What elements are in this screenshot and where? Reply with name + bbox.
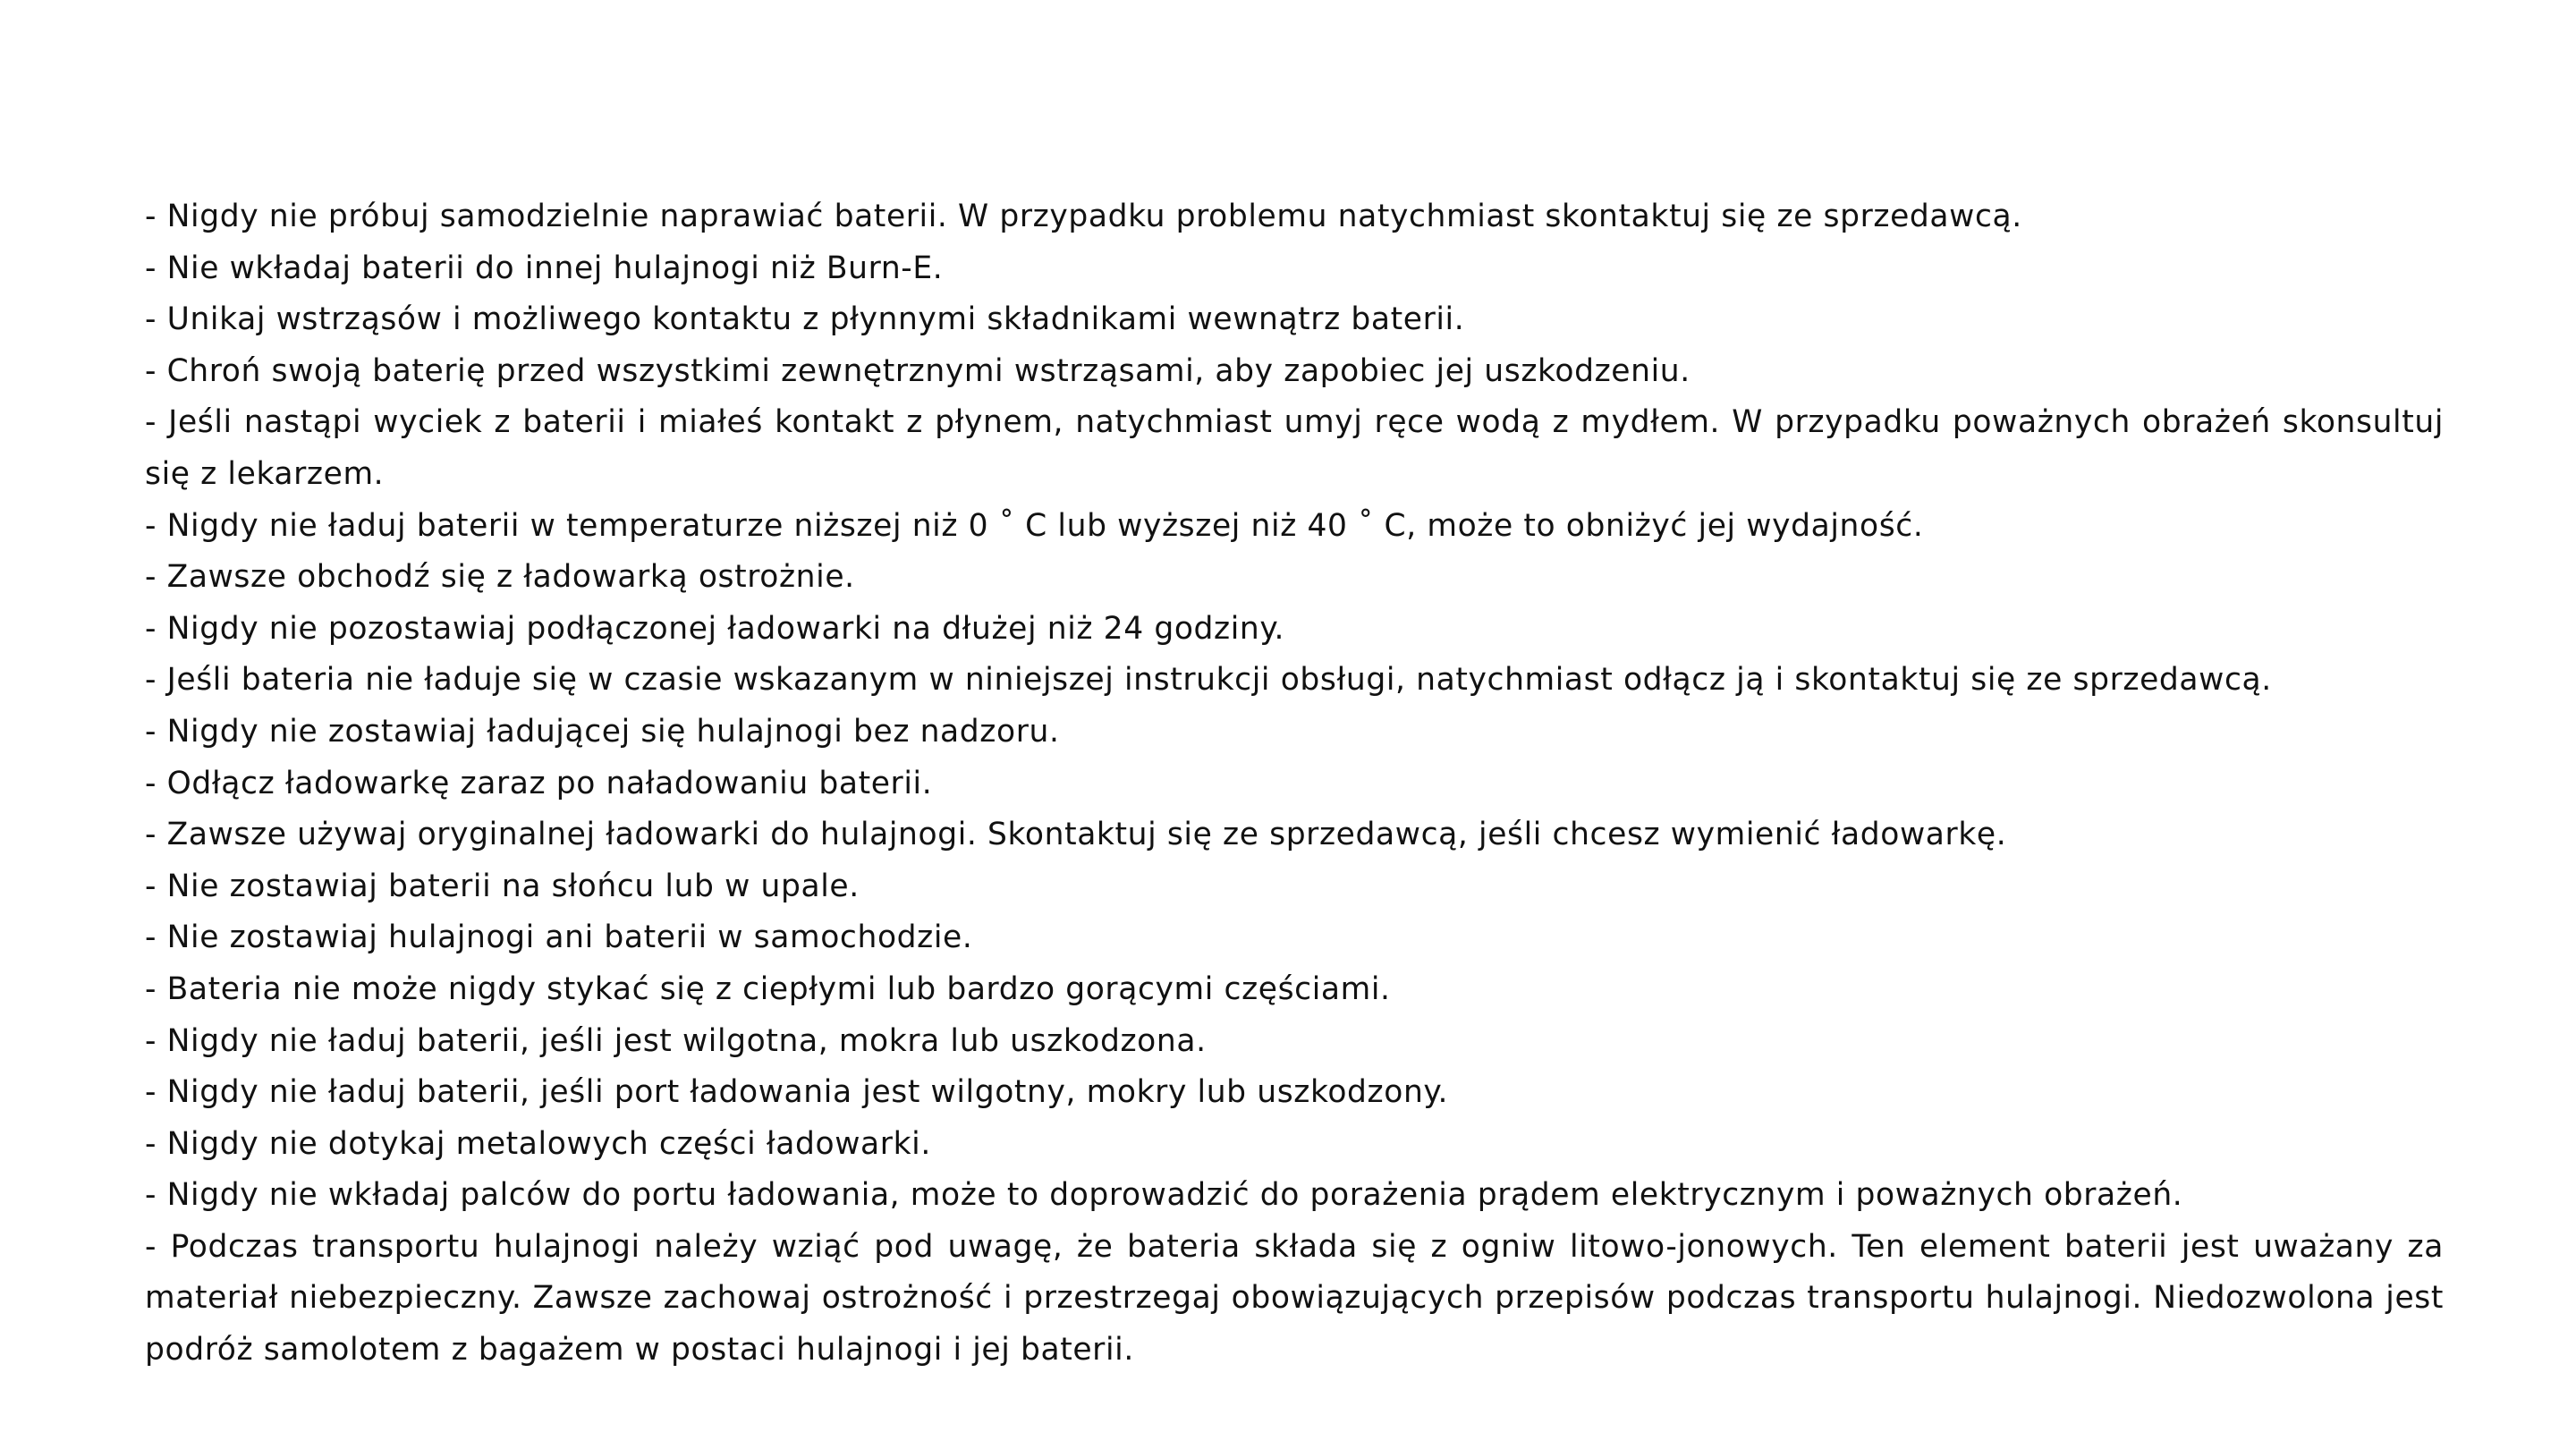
list-item: - Jeśli nastąpi wyciek z baterii i miałeś kontakt z płynem, natychmiast umyj ręce wodą z mydłem. W przypadku poważnych obrażeń skonsultuj się z lekarzem. <box>145 404 2444 492</box>
list-item: - Nie wkładaj baterii do innej hulajnogi niż Burn-E. <box>145 250 944 286</box>
list-item: - Unikaj wstrząsów i możliwego kontaktu z płynnymi składnikami wewnątrz baterii. <box>145 301 1465 338</box>
list-item: - Nigdy nie ładuj baterii w temperaturze niższej niż 0 ˚ C lub wyższej niż 40 ˚ C, może to obniżyć jej wydajność. <box>145 507 1924 544</box>
list-item: - Bateria nie może nigdy stykać się z ciepłymi lub bardzo gorącymi częściami. <box>145 970 1391 1007</box>
list-item: - Chroń swoją baterię przed wszystkimi zewnętrznymi wstrząsami, aby zapobiec jej uszkodzeniu. <box>145 352 1690 389</box>
list-item: - Nigdy nie ładuj baterii, jeśli port ładowania jest wilgotny, mokry lub uszkodzony. <box>145 1074 1449 1111</box>
safety-instructions-list <box>145 191 2444 1377</box>
list-item: - Nigdy nie dotykaj metalowych części ładowarki. <box>145 1125 931 1162</box>
list-item: - Jeśli bateria nie ładuje się w czasie wskazanym w niniejszej instrukcji obsługi, natychmiast odłącz ją i skontaktuj się ze sprzedawcą. <box>145 662 2272 699</box>
list-item: - Nie zostawiaj hulajnogi ani baterii w samochodzie. <box>145 919 973 956</box>
list-item: - Nigdy nie pozostawiaj podłączonej ładowarki na dłużej niż 24 godziny. <box>145 610 1285 647</box>
list-item: - Nigdy nie wkładaj palców do portu ładowania, może to doprowadzić do porażenia prądem elektrycznym i poważnych obrażeń. <box>145 1177 2183 1214</box>
list-item: - Nigdy nie ładuj baterii, jeśli jest wilgotna, mokra lub uszkodzona. <box>145 1022 1207 1059</box>
list-item: - Nie zostawiaj baterii na słońcu lub w upale. <box>145 868 860 904</box>
list-item: - Nigdy nie próbuj samodzielnie naprawiać baterii. W przypadku problemu natychmiast skontaktuj się ze sprzedawcą. <box>145 199 2022 234</box>
list-item: - Odłącz ładowarkę zaraz po naładowaniu baterii. <box>145 765 933 801</box>
list-item: - Zawsze używaj oryginalnej ładowarki do hulajnogi. Skontaktuj się ze sprzedawcą, jeśli chcesz wymienić ładowarkę. <box>145 817 2007 853</box>
list-item: - Podczas transportu hulajnogi należy wziąć pod uwagę, że bateria składa się z ogniw litowo-jonowych. Ten element baterii jest uważany za materiał niebezpieczny. Zawsze zachowaj ostrożność i przestrzegaj obowiązujących przepisów podczas transportu hulajnogi. Niedozwolona jest podróż samolotem z bagażem w postaci hulajnogi i jej baterii. <box>145 1228 2444 1368</box>
list-item: - Nigdy nie zostawiaj ładującej się hulajnogi bez nadzoru. <box>145 713 1060 750</box>
list-item: - Zawsze obchodź się z ładowarką ostrożnie. <box>145 559 855 596</box>
